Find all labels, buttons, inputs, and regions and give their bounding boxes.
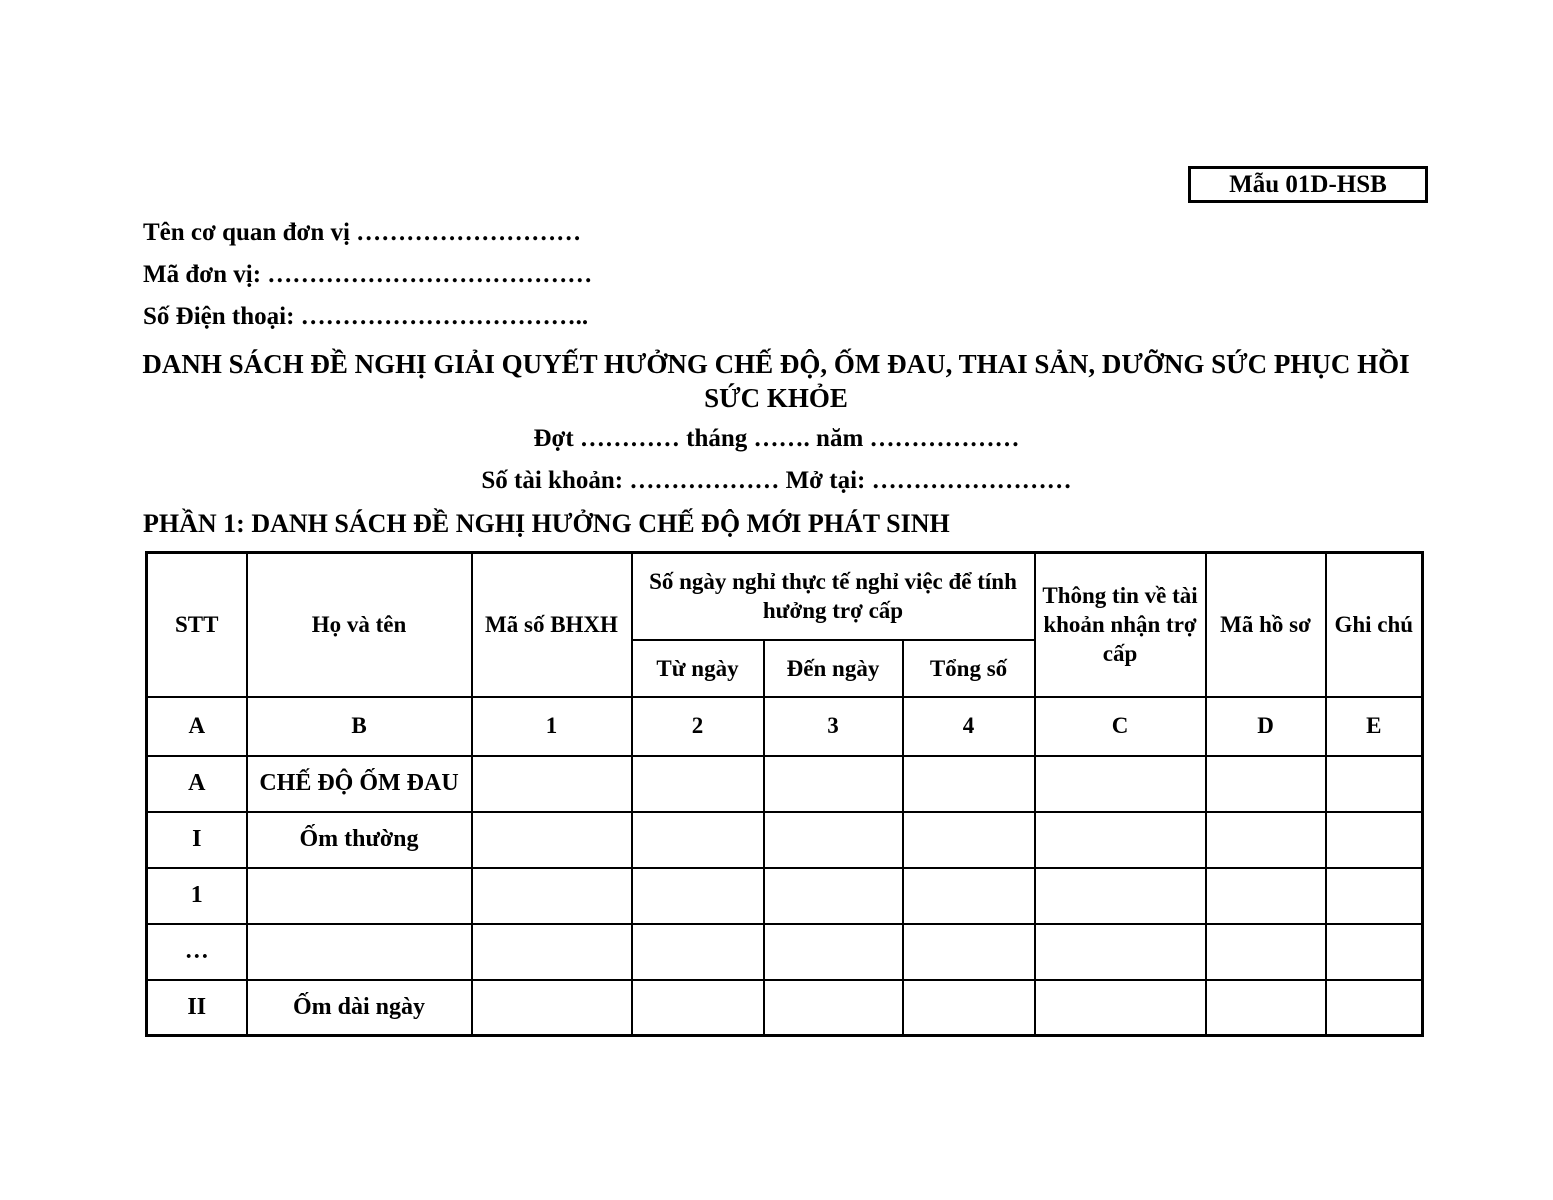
- col-header-ghi-chu: Ghi chú: [1326, 553, 1423, 697]
- table-row-om-dai-ngay: [147, 980, 1423, 1036]
- empty-cell: [1326, 812, 1423, 868]
- name-cell: [247, 924, 472, 980]
- empty-cell: [632, 924, 764, 980]
- benefit-request-table: [145, 551, 1424, 1037]
- empty-cell: [1326, 756, 1423, 812]
- empty-cell: [1206, 756, 1326, 812]
- index-cell: C: [1035, 697, 1206, 756]
- section-1-title: PHẦN 1: DANH SÁCH ĐỀ NGHỊ HƯỞNG CHẾ ĐỘ MỚI PHÁT SINH: [143, 509, 950, 538]
- table-row-om-thuong: [147, 812, 1423, 868]
- empty-cell: [903, 980, 1035, 1036]
- empty-cell: [632, 756, 764, 812]
- empty-cell: [472, 924, 632, 980]
- column-index-row: [147, 697, 1423, 756]
- empty-cell: [472, 868, 632, 924]
- empty-cell: [632, 812, 764, 868]
- stt-cell: A: [147, 756, 247, 812]
- phone-line: Số Điện thoại: ……………………………..: [143, 303, 589, 330]
- empty-cell: [472, 756, 632, 812]
- empty-cell: [1326, 868, 1423, 924]
- empty-cell: [764, 980, 903, 1036]
- empty-cell: [903, 756, 1035, 812]
- empty-cell: [1206, 980, 1326, 1036]
- empty-cell: [903, 812, 1035, 868]
- index-cell: 1: [472, 697, 632, 756]
- stt-cell: II: [147, 980, 247, 1036]
- empty-cell: [1035, 980, 1206, 1036]
- empty-cell: [903, 868, 1035, 924]
- empty-cell: [764, 868, 903, 924]
- col-header-ma-so-bhxh: Mã số BHXH: [472, 553, 632, 697]
- table-row-ellipsis: [147, 924, 1423, 980]
- empty-cell: [472, 812, 632, 868]
- col-header-so-ngay-nghi-group: Số ngày nghỉ thực tế nghỉ việc để tính hưởng trợ cấp: [632, 553, 1035, 640]
- col-header-tong-so: Tổng số: [903, 640, 1035, 697]
- col-header-ma-ho-so: Mã hồ sơ: [1206, 553, 1326, 697]
- empty-cell: [1206, 812, 1326, 868]
- empty-cell: [1035, 756, 1206, 812]
- empty-cell: [903, 924, 1035, 980]
- empty-cell: [1206, 868, 1326, 924]
- table-row-che-do-om-dau: [147, 756, 1423, 812]
- col-header-stt: STT: [147, 553, 247, 697]
- name-cell: Ốm dài ngày: [247, 980, 472, 1036]
- col-header-tu-ngay: Từ ngày: [632, 640, 764, 697]
- empty-cell: [1035, 924, 1206, 980]
- col-header-den-ngay: Đến ngày: [764, 640, 903, 697]
- name-cell: Ốm thường: [247, 812, 472, 868]
- name-cell: CHẾ ĐỘ ỐM ĐAU: [247, 756, 472, 812]
- period-line: Đợt ………… tháng ……. năm ………………: [533, 425, 1020, 452]
- index-cell: D: [1206, 697, 1326, 756]
- form-title: DANH SÁCH ĐỀ NGHỊ GIẢI QUYẾT HƯỞNG CHẾ ĐỘ, ỐM ĐAU, THAI SẢN, DƯỠNG SỨC PHỤC HỒI SỨC KHỎE: [142, 349, 1410, 413]
- org-name-line: Tên cơ quan đơn vị ………………………: [143, 219, 582, 246]
- index-cell: E: [1326, 697, 1423, 756]
- account-line: Số tài khoản: ……………… Mở tại: ……………………: [481, 467, 1072, 494]
- stt-cell: …: [147, 924, 247, 980]
- col-header-thong-tin-tai-khoan: Thông tin về tài khoản nhận trợ cấp: [1035, 553, 1206, 697]
- index-cell: A: [147, 697, 247, 756]
- form-code-badge: Mẫu 01D-HSB: [1188, 166, 1428, 203]
- stt-cell: 1: [147, 868, 247, 924]
- index-cell: 4: [903, 697, 1035, 756]
- name-cell: [247, 868, 472, 924]
- empty-cell: [632, 980, 764, 1036]
- index-cell: 3: [764, 697, 903, 756]
- header-row-1: [147, 553, 1423, 640]
- index-cell: 2: [632, 697, 764, 756]
- stt-cell: I: [147, 812, 247, 868]
- empty-cell: [764, 756, 903, 812]
- empty-cell: [472, 980, 632, 1036]
- index-cell: B: [247, 697, 472, 756]
- empty-cell: [1035, 812, 1206, 868]
- org-info-block: [143, 212, 592, 338]
- empty-cell: [764, 812, 903, 868]
- unit-code-line: Mã đơn vị: …………………………………: [143, 261, 593, 288]
- empty-cell: [764, 924, 903, 980]
- empty-cell: [1326, 924, 1423, 980]
- empty-cell: [1206, 924, 1326, 980]
- col-header-ho-va-ten: Họ và tên: [247, 553, 472, 697]
- empty-cell: [1035, 868, 1206, 924]
- empty-cell: [632, 868, 764, 924]
- table-row-1: [147, 868, 1423, 924]
- empty-cell: [1326, 980, 1423, 1036]
